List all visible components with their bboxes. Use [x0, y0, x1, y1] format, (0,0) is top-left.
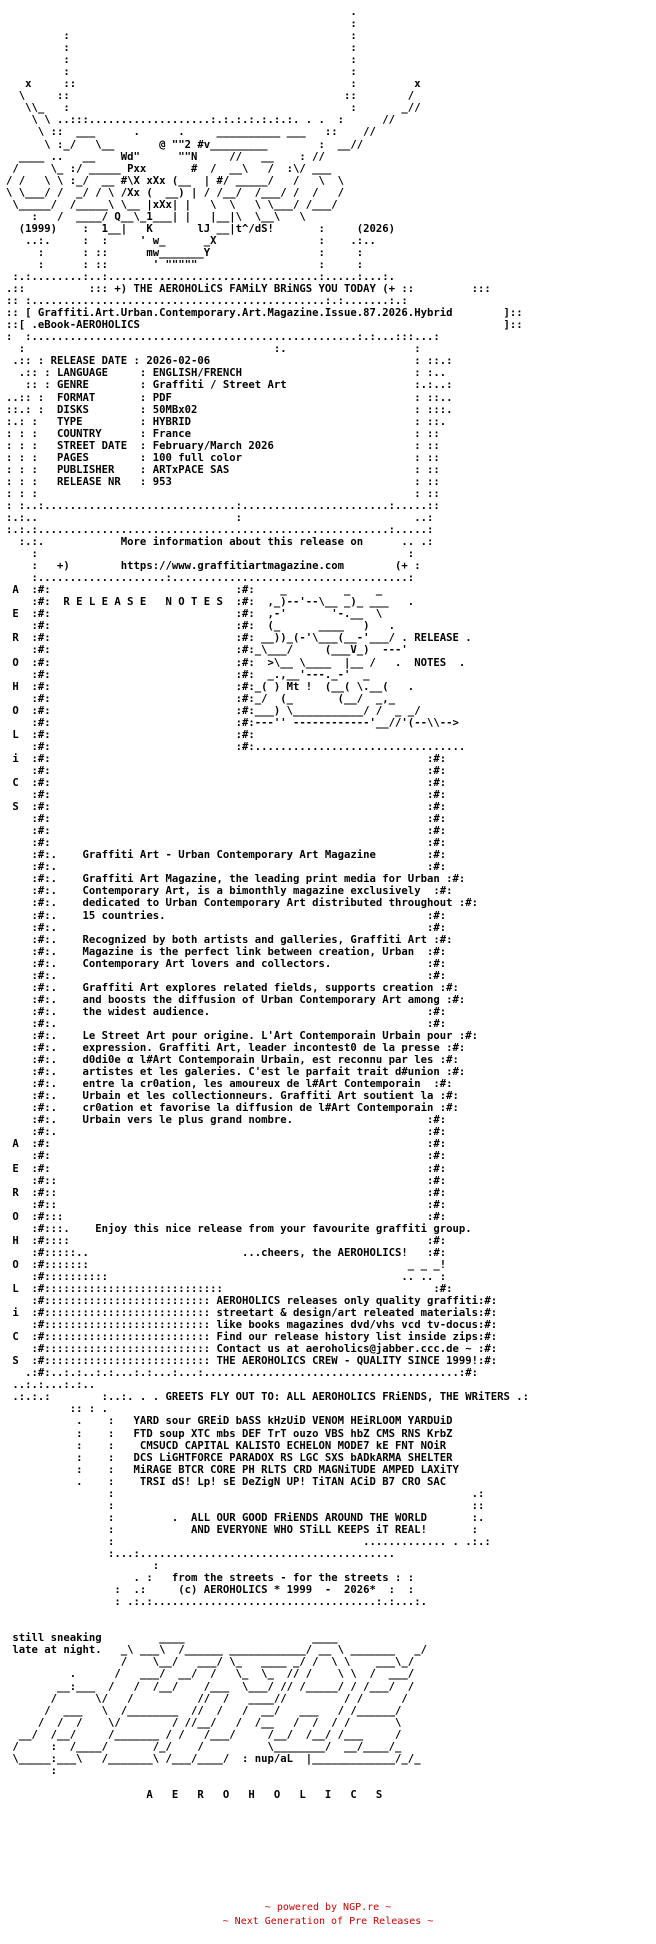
footer-powered-by: ~ powered by NGP.re ~: [264, 1902, 392, 1913]
footer-tagline: ~ Next Generation of Pre Releases ~: [222, 1916, 434, 1927]
nfo-art-text: . : : : : : : : : : x :: : x \ :: :: / \\_ : : _// \ \ ..:::...................:.:.:.:.:.:.:. . . : // \ :: ___ . . __________ ___ :: // \ :_/ \__ @ ""2 #v_________ : __// ____ .. __ Wd" ""N // __ : // / \_ :/ _____ Pxx # / __\ / :\/ ___ / / \ \ :_/ __ #\X xXx (__ | #/ _____/ / \ \ \ \___/ / _/ / \ /Xx ( __) | / /__/ /___/ / / / \_____/ /_____\ \__ |xXx| | \ \ \ \___/ /___/ : / ____/ Q__\_1___| | |__|\ \__\ \ (1999) : 1__| K lJ __|t^/dS! : (2026) ..:. : : ' w_ _X : .:.. : : :: mw_______Y : : : : :: ' """"" : : :.:........:..:.................................:.....:...:. .:: ::: +) THE AEROHOLiCS FAMiLY BRiNGS YOU TODAY (+ :: ::: :: :..............................................:.:.......:.: :: [ Graffiti.Art.Urban.Contemporary.Art.Magazine.Issue.87.2026.Hybrid ]:: ::[ .eBook-AEROHOLICS ]:: : :...................................................:.:...:::...: : :. : .:: : RELEASE DATE : 2026-02-06 : ::.: .:: : LANGUAGE : ENGLISH/FRENCH : :.. :: : GENRE : Graffiti / Street Art :.:..: ..:: : FORMAT : PDF : ::.. ::.: : DISKS : 50MBx02 : :::. :.: : TYPE : HYBRID : ::. : : : COUNTRY : France : :: : : : STREET DATE : February/March 2026 : :: : : : PAGES : 100 full color : :: : : : PUBLISHER : ARTxPACE SAS : :: : : : RELEASE NR : 953 : :: : : : : :: : :..:..............................:.......................:.....:: :.:.. : ..: :.:.:.......................................................:.....: :.:. More information about this release on .. .: : : : +) https://www.graffitiartmagazine.com (+ : :....................:.....................................: A :#: :#: _ _ _ :#: R E L E A S E N O T E S :#: ,_)--'--\__ _)_ ___ . E :#: :#: ,-' '-.__ \ :#: :#: (_ ____ ) . R :#: :#: __))_(-'\___(__-'___/ . RELEASE . :#: :#:_\___/ (___V_) ---' O :#: :#: >\__ \____ |__ / . NOTES . :#: :#: _.,__'---._-' _ H :#: :#:_( ) Mt ! (__( \.__( . :#: :#:_/ (_ (__/ _,_ O :#: :#:___) \___________/ / _ _/ :#: :#:---'' ------------'__//'(--\\--> L :#: :#: :#: :#:................................. i :#: :#: :#: :#: C :#: :#: :#: :#: S :#: :#: :#: :#: :#: :#: :#: :#: :#:. Graffiti Art - Urban Contemporary Art Magazine :#: :#:. :#: :#:. Graffiti Art Magazine, the leading print media for Urban :#: :#:. Contemporary Art, is a bimonthly magazine exclusively :#: :#:. dedicated to Urban Contemporary Art distributed throughout :#: :#:. 15 countries. :#: :#:. :#: :#:. Recognized by both artists and galleries, Graffiti Art :#: :#:. Magazine is the perfect link between creation, Urban :#: :#:. Contemporary Art lovers and collectors. :#: :#:. :#: :#:. Graffiti Art explores related fields, supports creation :#: :#:. and boosts the diffusion of Urban Contemporary Art among :#: :#:. the widest audience. :#: :#:. :#: :#:. Le Street Art pour origine. L'Art Contemporain Urbain pour :#: :#:. expression. Graffiti Art, leader incontest0 de la presse :#: :#:. d0di0e α l#Art Contemporain Urbain, est reconnu par les :#: :#:. artistes et les galeries. C'est le parfait trait d#union :#: :#:. entre la cr0ation, les amoureux de l#Art Contemporain :#: :#:. Urbain et les collectionneurs. Graffiti Art soutient la :#: :#:. cr0ation et favorise la diffusion de l#Art Contemporain :#: :#:. Urbain vers le plus grand nombre. :#: :#:. :#: A :#: :#: :#: :#: E :#: :#: :#:: :#: R :#:: :#: :#:: :#: O :#::: :#: :#:::. Enjoy this nice release from your favourite graffiti group. H :#:::: :#: :#:::::.. ...cheers, the AEROHOLICS! :#: O :#::::::: _ _ _! :#:::::::::: .. .. : L :#:::::::::::::::::::::::::::: :#: :#:::::::::::::::::::::::::: AEROHOLICS releases only quality graffiti:#: i :#:::::::::::::::::::::::::: streetart & design/art releated materials:#: :#:::::::::::::::::::::::::: like books magazines dvd/vhs vcd tv-docus:#: C :#:::::::::::::::::::::::::: Find our release history list inside zips:#: :#:::::::::::::::::::::::::: Contact us at aeroholics@jabber.ccc.de ~ :#: S :#:::::::::::::::::::::::::: THE AEROHOLICS CREW - QUALITY SINCE 1999!:#: .:#:..:.:..:.:...:.:...:...:........................................:#: ..:.:...:.:.. .:.:.: :..:. . . GREETS FLY OUT TO: ALL AEROHOLICS FRiENDS, THE WRiTERS .: :: : . . : YARD sour GREiD bASS kHzUiD VENOM HEiRLOOM YARDUiD : : FTD soup XTC mbs DEF TrT ouzo VBS hbZ CMS RNS KrbZ : : CMSUCD CAPITAL KALISTO ECHELON MODE7 kE FNT NOiR : : DCS LiGHTFORCE PARADOX RS LGC SXS bADkARMA SHELTER : : MiRAGE BTCR CORE PH RLTS CRD MAGNiTUDE AMPED LAXiTY . : TRSI dS! Lp! sE DeZigN UP! TiTAN ACiD B7 CRO SAC : .: : :: : . ALL OUR GOOD FRiENDS AROUND THE WORLD :. : AND EVERYONE WHO STiLL KEEPS iT REAL! : : ............. . .:.: :...:........................................ : . : from the streets - for the streets : : : .: (c) AEROHOLICS * 1999 - 2026* : : : .:.:...................................:.:...:. still sneaking ____ ____ late at night. _\ ___\ /______ ____________/ __ \ _______ _/ / \__/ ___/ \_ ____ _/ / \ \ ___\_/ . / ___/ __/ / \_ \_ // / \ \ / ___/ __:___ / / /__/ /___ \___/ // /_____/ / /___/ / / \/ / // / ____// / / / / ___ \ /________ // / / __/ ___ / /______/ / / / \/ / //__/ / /__ / / / / \ __/ /__/ /_______ / / /___/ /__/ /__/ /___ / / : /____/ /_/ / \________/ __/____/_ \_____:___\ /_______\ /___/____/ : nup/aL |_____________/_/_ : A E R O H O L I C S: [6, 6, 529, 1801]
